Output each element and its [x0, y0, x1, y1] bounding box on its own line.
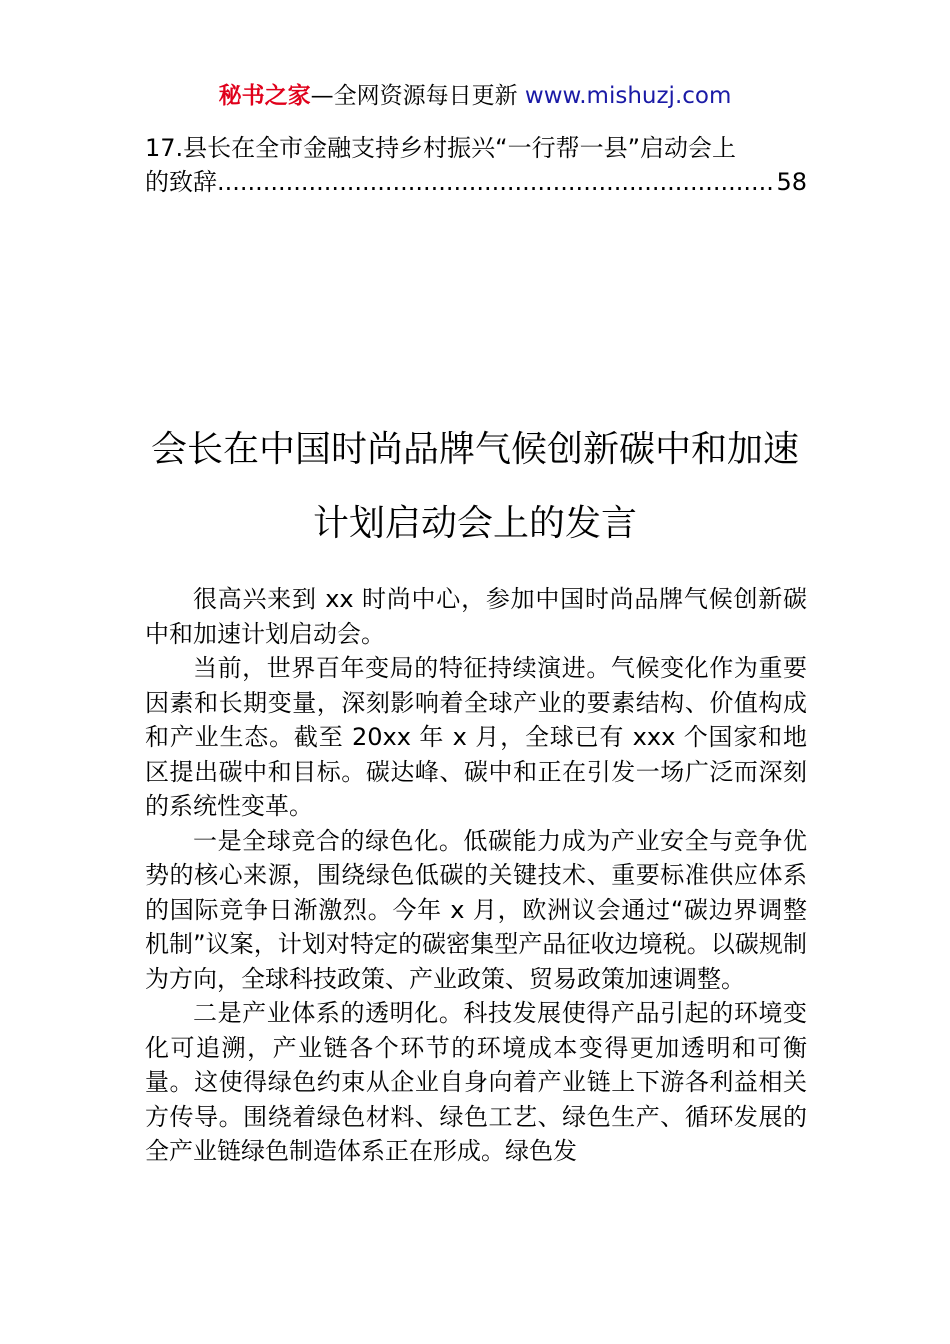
title-line-2: 计划启动会上的发言 [312, 503, 637, 544]
site-url-link[interactable]: www.mishuzj.com [524, 83, 732, 109]
site-header [0, 80, 950, 112]
paragraph: 当前，世界百年变局的特征持续演进。气候变化作为重要因素和长期变量，深刻影响着全球产业的要素结构、价值构成和产业生态。截至 20xx 年 x 月，全球已有 xxx 个国家和地区提出碳中和目标。碳达峰、碳中和正在引发一场广泛而深刻的系统性变革。 [145, 654, 807, 820]
paragraph: 一是全球竞合的绿色化。低碳能力成为产业安全与竞争优势的核心来源，围绕绿色低碳的关键技术、重要标准供应体系的国际竞争日渐激烈。今年 x 月，欧洲议会通过“碳边界调整机制”议案，计划对特定的碳密集型产品征收边境税。以碳规制为方向，全球科技政策、产业政策、贸易政策加速调整。 [145, 826, 807, 993]
toc-entry-title: 17.县长在全市金融支持乡村振兴“一行帮一县”启动会上 [145, 134, 737, 162]
paragraph: 很高兴来到 xx 时尚中心，参加中国时尚品牌气候创新碳中和加速计划启动会。 [145, 585, 807, 648]
document-title [120, 413, 830, 561]
toc-dot-leader [217, 165, 776, 199]
title-line-1: 会长在中国时尚品牌气候创新碳中和加速 [150, 429, 799, 470]
paragraph: 二是产业体系的透明化。科技发展使得产品引起的环境变化可追溯，产业链各个环节的环境成本变得更加透明和可衡量。这使得绿色约束从企业自身向着产业链上下游各利益相关方传导。围绕着绿色材料、绿色工艺、绿色生产、循环发展的全产业链绿色制造体系正在形成。绿色发 [145, 999, 807, 1165]
toc-page-number: 58 [776, 168, 807, 196]
brand-name: 秘书之家 [218, 83, 311, 109]
document-body [145, 582, 807, 1169]
toc-entry[interactable] [145, 131, 807, 199]
header-tagline: —全网资源每日更新 [310, 83, 525, 109]
toc-entry-title-continued: 的致辞 [145, 168, 217, 196]
